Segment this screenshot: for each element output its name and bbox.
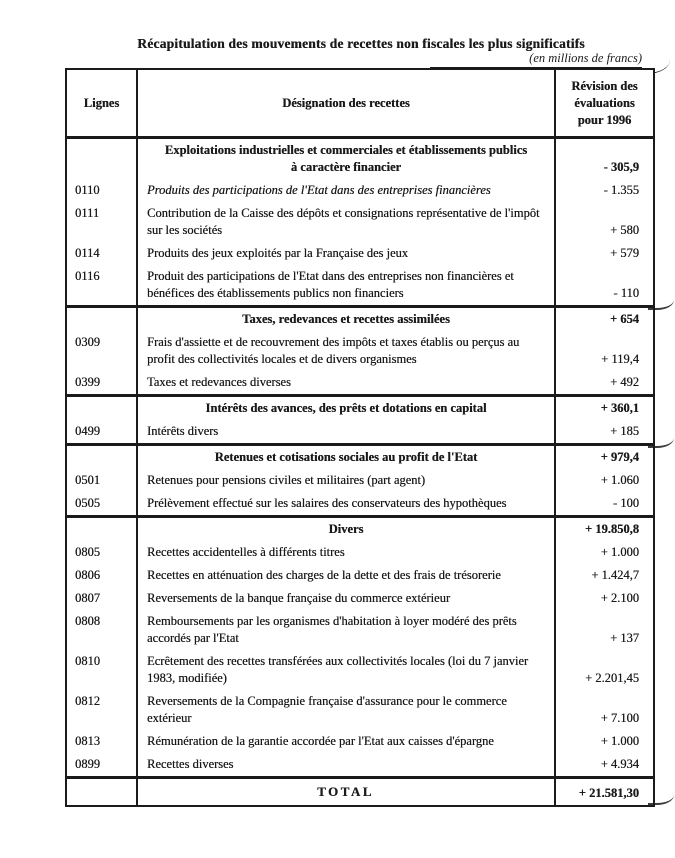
table-row bbox=[67, 650, 653, 690]
section-value: + 360,1 bbox=[554, 397, 653, 420]
row-value: + 2.100 bbox=[554, 587, 653, 610]
table-section bbox=[67, 136, 653, 305]
row-value: + 579 bbox=[554, 242, 653, 265]
header-revision: Révision des évaluations pour 1996 bbox=[554, 70, 653, 136]
row-ligne-code: 0499 bbox=[67, 420, 138, 443]
row-ligne-code: 0807 bbox=[67, 587, 138, 610]
section-ligne-empty bbox=[67, 518, 138, 541]
section-title: Retenues et cotisations sociales au profit de l'Etat bbox=[214, 450, 478, 464]
table-row bbox=[67, 265, 653, 305]
table-section bbox=[67, 305, 653, 394]
section-value: + 654 bbox=[554, 308, 653, 331]
row-value: + 119,4 bbox=[554, 331, 653, 371]
table-row bbox=[67, 179, 653, 202]
section-title: Exploitations industrielles et commerciales et établissements publics à caractère financier bbox=[164, 143, 528, 174]
row-designation: Produit des participations de l'Etat dans des entreprises non financières et bénéfices des établissements publics non financiers bbox=[147, 269, 514, 300]
table-row bbox=[67, 587, 653, 610]
row-designation: Produits des participations de l'Etat dans des entreprises financières bbox=[147, 183, 491, 197]
row-value: + 137 bbox=[554, 610, 653, 650]
row-value: + 1.000 bbox=[554, 541, 653, 564]
row-value: - 110 bbox=[554, 265, 653, 305]
row-designation: Reversements de la Compagnie française d'assurance pour le commerce extérieur bbox=[147, 694, 507, 725]
row-designation: Remboursements par les organismes d'habitation à loyer modéré des prêts accordés par l'Etat bbox=[147, 614, 517, 645]
section-header-row bbox=[67, 446, 653, 469]
section-ligne-empty bbox=[67, 139, 138, 179]
row-ligne-code: 0111 bbox=[67, 202, 138, 242]
row-designation: Contribution de la Caisse des dépôts et consignations représentative de l'impôt sur les sociétés bbox=[147, 206, 540, 237]
row-value: + 4.934 bbox=[554, 753, 653, 776]
table-body bbox=[67, 136, 653, 776]
header-lignes: Lignes bbox=[67, 70, 138, 136]
row-value: - 100 bbox=[554, 492, 653, 515]
table-section bbox=[67, 443, 653, 515]
section-header-row bbox=[67, 518, 653, 541]
row-value: + 7.100 bbox=[554, 690, 653, 730]
total-value: + 21.581,30 bbox=[554, 779, 653, 805]
row-value: + 1.424,7 bbox=[554, 564, 653, 587]
table-section bbox=[67, 394, 653, 443]
row-designation: Frais d'assiette et de recouvrement des impôts et taxes établis ou perçus au profit des collectivités locales et de divers organismes bbox=[147, 335, 520, 366]
row-ligne-code: 0805 bbox=[67, 541, 138, 564]
unit-note: (en millions de francs) bbox=[430, 51, 642, 68]
table-row bbox=[67, 730, 653, 753]
row-designation: Intérêts divers bbox=[147, 424, 219, 438]
row-ligne-code: 0806 bbox=[67, 564, 138, 587]
row-value: - 1.355 bbox=[554, 179, 653, 202]
row-value: + 492 bbox=[554, 371, 653, 394]
table-row bbox=[67, 371, 653, 394]
section-ligne-empty bbox=[67, 446, 138, 469]
section-value: - 305,9 bbox=[554, 139, 653, 179]
section-ligne-empty bbox=[67, 397, 138, 420]
row-ligne-code: 0110 bbox=[67, 179, 138, 202]
table-row bbox=[67, 753, 653, 776]
row-value: + 1.060 bbox=[554, 469, 653, 492]
row-ligne-code: 0812 bbox=[67, 690, 138, 730]
row-ligne-code: 0505 bbox=[67, 492, 138, 515]
section-header-row bbox=[67, 397, 653, 420]
row-ligne-code: 0116 bbox=[67, 265, 138, 305]
section-title: Divers bbox=[328, 522, 364, 536]
total-label: TOTAL bbox=[317, 784, 374, 799]
section-header-row bbox=[67, 308, 653, 331]
table-row bbox=[67, 420, 653, 443]
row-designation: Taxes et redevances diverses bbox=[147, 375, 291, 389]
row-ligne-code: 0309 bbox=[67, 331, 138, 371]
row-ligne-code: 0808 bbox=[67, 610, 138, 650]
table-row bbox=[67, 331, 653, 371]
row-value: + 580 bbox=[554, 202, 653, 242]
row-designation: Ecrêtement des recettes transférées aux collectivités locales (loi du 7 janvier 1983, modifiée) bbox=[147, 654, 529, 685]
recettes-table bbox=[65, 68, 655, 807]
section-title: Intérêts des avances, des prêts et dotations en capital bbox=[205, 401, 487, 415]
row-value: + 2.201,45 bbox=[554, 650, 653, 690]
row-designation: Prélèvement effectué sur les salaires des conservateurs des hypothèques bbox=[147, 496, 507, 510]
scan-artifact-curve bbox=[648, 300, 674, 310]
row-value: + 1.000 bbox=[554, 730, 653, 753]
scan-artifact-curve bbox=[648, 795, 674, 805]
row-designation: Reversements de la banque française du commerce extérieur bbox=[147, 591, 450, 605]
row-designation: Produits des jeux exploités par la Française des jeux bbox=[147, 246, 409, 260]
table-row bbox=[67, 242, 653, 265]
section-title: Taxes, redevances et recettes assimilées bbox=[242, 312, 450, 326]
scan-artifact-curve bbox=[648, 438, 674, 448]
row-designation: Recettes diverses bbox=[147, 757, 234, 771]
table-row bbox=[67, 492, 653, 515]
row-ligne-code: 0501 bbox=[67, 469, 138, 492]
table-row bbox=[67, 564, 653, 587]
total-ligne-empty bbox=[67, 779, 138, 805]
table-row bbox=[67, 610, 653, 650]
row-ligne-code: 0114 bbox=[67, 242, 138, 265]
row-designation: Rémunération de la garantie accordée par l'Etat aux caisses d'épargne bbox=[147, 734, 494, 748]
table-row bbox=[67, 541, 653, 564]
table-section bbox=[67, 515, 653, 776]
table-row bbox=[67, 469, 653, 492]
row-designation: Recettes accidentelles à différents titres bbox=[147, 545, 345, 559]
row-ligne-code: 0813 bbox=[67, 730, 138, 753]
row-value: + 185 bbox=[554, 420, 653, 443]
section-value: + 19.850,8 bbox=[554, 518, 653, 541]
row-ligne-code: 0899 bbox=[67, 753, 138, 776]
row-ligne-code: 0810 bbox=[67, 650, 138, 690]
header-designation: Désignation des recettes bbox=[282, 95, 410, 110]
section-value: + 979,4 bbox=[554, 446, 653, 469]
document-title: Récapitulation des mouvements de recettes non fiscales les plus significatifs bbox=[137, 36, 585, 51]
row-designation: Retenues pour pensions civiles et militaires (part agent) bbox=[147, 473, 426, 487]
section-ligne-empty bbox=[67, 308, 138, 331]
table-total-row bbox=[67, 776, 653, 805]
table-row bbox=[67, 690, 653, 730]
section-header-row bbox=[67, 139, 653, 179]
row-designation: Recettes en atténuation des charges de la dette et des frais de trésorerie bbox=[147, 568, 501, 582]
row-ligne-code: 0399 bbox=[67, 371, 138, 394]
table-row bbox=[67, 202, 653, 242]
table-header-row bbox=[67, 70, 653, 136]
